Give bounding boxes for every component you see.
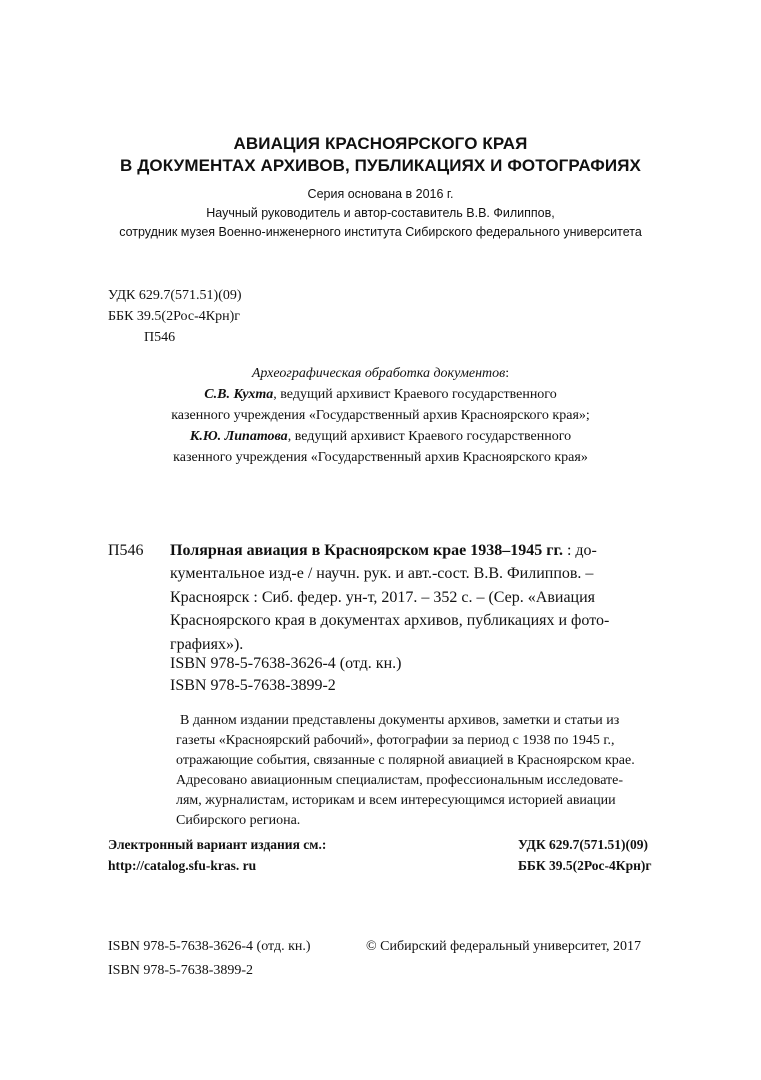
archeographic-heading: Археографическая обработка документов: [251, 366, 506, 381]
electronic-udk: УДК 629.7(571.51)(09): [518, 837, 648, 852]
description-line-3: Красноярск : Сиб. федер. ун-т, 2017. – 352 с. – (Сер. «Авиация: [170, 588, 596, 606]
person-2-role: , ведущий архивист Краевого государственного: [287, 429, 572, 444]
series-editor-line-1: Научный руководитель и автор-составитель В.В. Филиппов,: [206, 206, 555, 220]
footer-isbn-1: ISBN 978-5-7638-3626-4 (отд. кн.): [108, 939, 311, 954]
series-title-line-1: АВИАЦИЯ КРАСНОЯРСКОГО КРАЯ: [233, 134, 528, 153]
isbn-2: ISBN 978-5-7638-3899-2: [170, 677, 336, 694]
person-2-org: казенного учреждения «Государственный архив Красноярского края»: [173, 450, 588, 465]
person-1-org: казенного учреждения «Государственный архив Красноярского края»;: [171, 408, 590, 423]
classification-codes: [108, 285, 242, 348]
copyright: © Сибирский федеральный университет, 2017: [366, 939, 641, 954]
electronic-url[interactable]: http://catalog.sfu-kras. ru: [108, 858, 257, 873]
book-title: Полярная авиация в Красноярском крае 1938–1945 гг.: [170, 542, 563, 559]
electronic-label: Электронный вариант издания см.:: [108, 837, 327, 852]
description-line-2: кументальное изд-е / научн. рук. и авт.-сост. В.В. Филиппов. –: [170, 565, 594, 583]
archeographic-person-1: [0, 384, 761, 405]
annotation-p1-line-3: отражающие события, связанные с полярной авиацией в Красноярском крае.: [176, 753, 635, 768]
archeographic-heading-line: [0, 363, 761, 384]
cutter-code: П546: [144, 330, 176, 345]
series-founded: Серия основана в 2016 г.: [307, 187, 454, 201]
bbk-code: ББК 39.5(2Рос-4Крн)г: [108, 309, 240, 324]
archeographic-person-2: [0, 426, 761, 447]
footer-isbn-2: ISBN 978-5-7638-3899-2: [108, 963, 254, 978]
description-line-5: графиях»).: [170, 635, 244, 653]
annotation-paragraph-1: [170, 711, 662, 771]
person-1-name: С.В. Кухта: [204, 387, 274, 402]
annotation-p1-line-2: газеты «Красноярский рабочий», фотографии за период с 1938 по 1945 г.,: [176, 733, 615, 748]
electronic-codes: [518, 834, 651, 876]
annotation-p2-line-1: Адресовано авиационным специалистам, профессиональным исследовате-: [176, 773, 624, 788]
series-title-line-2: В ДОКУМЕНТАХ АРХИВОВ, ПУБЛИКАЦИЯХ И ФОТОГРАФИЯХ: [120, 156, 641, 175]
description-line-1: : до-: [562, 542, 597, 559]
annotation-p1-line-1: В данном издании представлены документы архивов, заметки и статьи из: [180, 713, 620, 728]
archeographic-heading-suffix: :: [505, 366, 510, 381]
udk-code: УДК 629.7(571.51)(09): [108, 288, 242, 303]
person-1-role: , ведущий архивист Краевого государственного: [273, 387, 557, 402]
series-editor-line-2: сотрудник музея Военно-инженерного института Сибирского федерального университета: [119, 225, 642, 239]
footer-isbn: [108, 935, 311, 983]
annotation-p2-line-2: лям, журналистам, историкам и всем интересующимся историей авиации: [176, 793, 616, 808]
annotation-p2-line-3: Сибирского региона.: [176, 813, 301, 828]
electronic-bbk: ББК 39.5(2Рос-4Крн)г: [518, 858, 652, 873]
person-2-name: К.Ю. Липатова: [189, 429, 288, 444]
catalog-description: [170, 539, 662, 656]
annotation-paragraph-2: [170, 771, 662, 831]
electronic-version: [108, 834, 326, 876]
description-line-4: Красноярского края в документах архивов, публикациях и фото-: [170, 612, 610, 630]
catalog-isbn: [170, 653, 401, 697]
catalog-number: П546: [108, 542, 144, 559]
isbn-1: ISBN 978-5-7638-3626-4 (отд. кн.): [170, 655, 402, 672]
